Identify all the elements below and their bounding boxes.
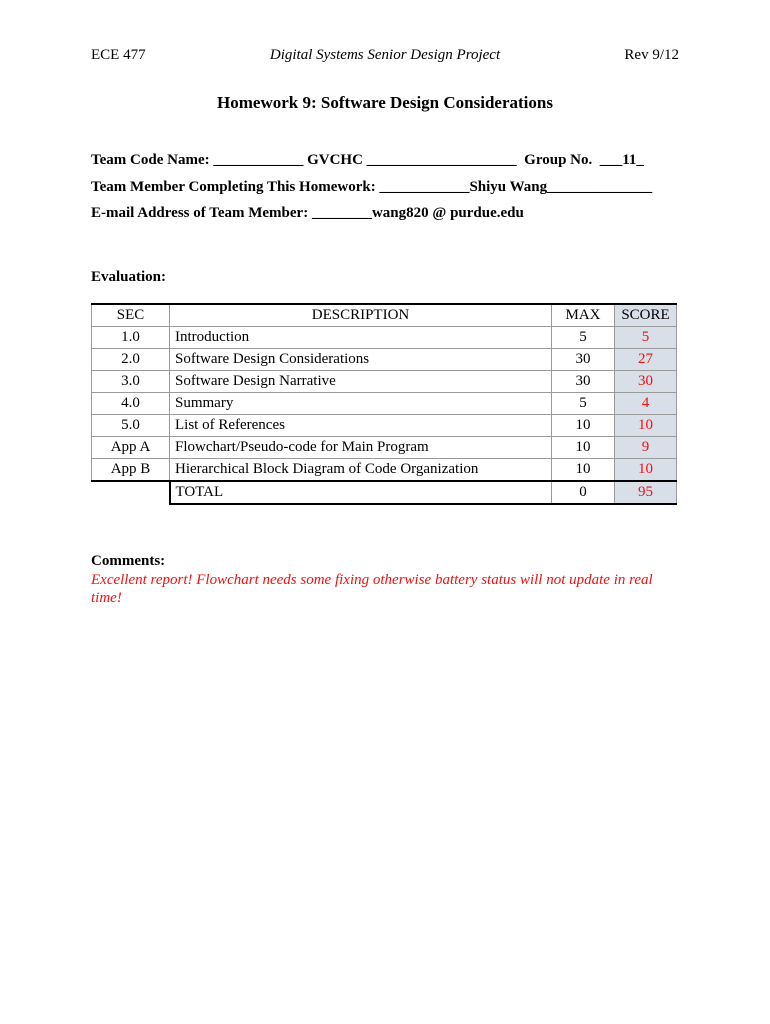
sec-cell: 5.0 [92, 415, 170, 437]
table-row [92, 327, 677, 349]
description-cell: Software Design Considerations [170, 349, 552, 371]
header-revision: Rev 9/12 [624, 47, 679, 63]
sec-cell: App B [92, 459, 170, 482]
team-info-line: Team Code Name: ____________ GVCHC ____________________ Group No. ___11_ [91, 152, 644, 168]
table-row [92, 349, 677, 371]
max-cell: 30 [552, 371, 615, 393]
max-cell: 30 [552, 349, 615, 371]
score-cell: 5 [615, 327, 677, 349]
evaluation-label: Evaluation: [91, 269, 167, 285]
score-cell: 10 [615, 459, 677, 482]
table-row [92, 371, 677, 393]
max-cell: 5 [552, 327, 615, 349]
table-row [92, 393, 677, 415]
total-row [92, 481, 677, 504]
evaluation-table [91, 303, 677, 505]
sec-cell: 2.0 [92, 349, 170, 371]
comments-label: Comments: [91, 553, 166, 569]
team-member-line: Team Member Completing This Homework: ____________Shiyu Wang______________ [91, 179, 653, 195]
total-label: TOTAL [170, 481, 552, 504]
sec-cell: 3.0 [92, 371, 170, 393]
description-cell: Hierarchical Block Diagram of Code Organization [170, 459, 552, 482]
total-score: 95 [615, 481, 677, 504]
table-header-row [92, 304, 677, 327]
comments-text: Excellent report! Flowchart needs some fixing otherwise battery status will not update in real time! [91, 572, 653, 606]
score-cell: 27 [615, 349, 677, 371]
score-cell: 9 [615, 437, 677, 459]
description-cell: Software Design Narrative [170, 371, 552, 393]
table-row [92, 415, 677, 437]
max-cell: 5 [552, 393, 615, 415]
score-cell: 10 [615, 415, 677, 437]
score-cell: 30 [615, 371, 677, 393]
description-cell: Summary [170, 393, 552, 415]
description-cell: List of References [170, 415, 552, 437]
header-course: ECE 477 [91, 47, 146, 63]
description-cell: Introduction [170, 327, 552, 349]
description-cell: Flowchart/Pseudo-code for Main Program [170, 437, 552, 459]
table-row [92, 437, 677, 459]
header-description: DESCRIPTION [170, 304, 552, 327]
max-cell: 10 [552, 459, 615, 482]
total-max: 0 [552, 481, 615, 504]
header-sec: SEC [92, 304, 170, 327]
sec-cell: 4.0 [92, 393, 170, 415]
email-line: E-mail Address of Team Member: ________wang820 @ purdue.edu [91, 205, 524, 221]
total-empty-cell [92, 481, 170, 504]
header-max: MAX [552, 304, 615, 327]
max-cell: 10 [552, 437, 615, 459]
sec-cell: 1.0 [92, 327, 170, 349]
header-score: SCORE [615, 304, 677, 327]
header-project: Digital Systems Senior Design Project [269, 47, 501, 63]
document-title: Homework 9: Software Design Considerations [217, 93, 553, 112]
max-cell: 10 [552, 415, 615, 437]
score-cell: 4 [615, 393, 677, 415]
sec-cell: App A [92, 437, 170, 459]
table-row [92, 459, 677, 482]
